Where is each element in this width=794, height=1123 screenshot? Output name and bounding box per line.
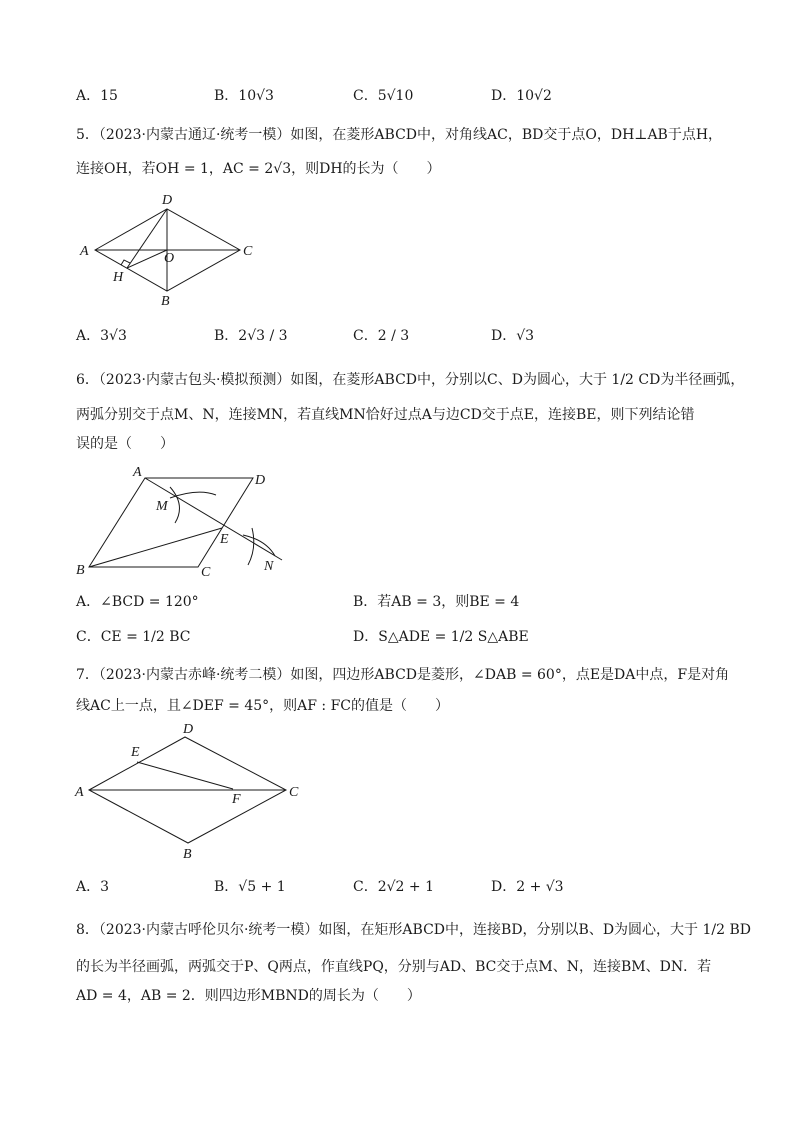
q5-stem-line1: 5．（2023·内蒙古通辽·统考一模）如图，在菱形ABCD中，对角线AC，BD交于点O，DH⊥AB于点H， xyxy=(76,127,723,143)
q7-label-b: B xyxy=(183,847,192,862)
q5-label-c: C xyxy=(243,244,253,259)
q8-stem-line3: AD = 4，AB = 2．则四边形MBND的周长为（ ） xyxy=(76,988,421,1004)
q6-label-c: C xyxy=(201,565,211,580)
q6-label-n: N xyxy=(264,559,274,574)
q7-label-c: C xyxy=(289,785,299,800)
q7-stem-line2: 线AC上一点，且∠DEF = 45°，则AF : FC的值是（ ） xyxy=(76,698,450,714)
q7-label-e: E xyxy=(131,745,140,760)
q5-label-d: D xyxy=(162,193,173,208)
q8-stem-line1: 8．（2023·内蒙古呼伦贝尔·统考一模）如图，在矩形ABCD中，连接BD，分别以B、D为圆心，大于 1/2 BD xyxy=(76,922,751,938)
q6-option-b: B．若AB = 3，则BE = 4 xyxy=(353,594,520,610)
q4-option-c: C．5√10 xyxy=(353,88,414,104)
q8-stem-line2: 的长为半径画弧，两弧交于P、Q两点，作直线PQ，分别与AD、BC交于点M、N，连接BM、DN．若 xyxy=(76,959,712,975)
q7-label-a: A xyxy=(75,785,84,800)
q6-label-m: M xyxy=(156,499,168,514)
q5-option-d: D．√3 xyxy=(491,328,535,344)
q7-stem-line1: 7．（2023·内蒙古赤峰·统考二模）如图，四边形ABCD是菱形，∠DAB = 60°，点E是DA中点，F是对角 xyxy=(76,667,730,683)
q5-label-o: O xyxy=(164,251,175,266)
q7-label-f: F xyxy=(232,792,241,807)
q6-stem-line2: 两弧分别交于点M、N，连接MN，若直线MN恰好过点A与边CD交于点E，连接BE，则下列结论错 xyxy=(76,407,695,423)
q5-label-h: H xyxy=(113,270,124,285)
q6-option-d: D．S△ADE = 1/2 S△ABE xyxy=(353,629,529,645)
q7-option-c: C．2√2 + 1 xyxy=(353,879,434,895)
q7-label-d: D xyxy=(183,722,194,737)
q6-label-d: D xyxy=(255,473,266,488)
q6-label-b: B xyxy=(76,563,85,578)
q6-label-a: A xyxy=(133,465,142,480)
q4-option-b: B．10√3 xyxy=(214,88,274,104)
q7-option-a: A．3 xyxy=(76,879,110,895)
q5-option-a: A．3√3 xyxy=(76,328,127,344)
q6-option-c: C．CE = 1/2 BC xyxy=(76,629,191,645)
q6-label-e: E xyxy=(220,532,229,547)
q6-stem-line3: 误的是（ ） xyxy=(76,436,174,452)
q4-option-d: D．10√2 xyxy=(491,88,552,104)
q5-label-b: B xyxy=(161,294,170,309)
q7-option-d: D．2 + √3 xyxy=(491,879,564,895)
q7-option-b: B．√5 + 1 xyxy=(214,879,286,895)
q6-stem-line1: 6．（2023·内蒙古包头·模拟预测）如图，在菱形ABCD中，分别以C、D为圆心，大于 1/2 CD为半径画弧， xyxy=(76,372,745,388)
q5-option-c: C．2 / 3 xyxy=(353,328,410,344)
q5-option-b: B．2√3 / 3 xyxy=(214,328,288,344)
q5-stem-line2: 连接OH，若OH = 1，AC = 2√3，则DH的长为（ ） xyxy=(76,161,441,177)
q5-label-a: A xyxy=(80,244,89,259)
q6-option-a: A．∠BCD = 120° xyxy=(76,594,199,610)
q4-option-a: A．15 xyxy=(76,88,118,104)
